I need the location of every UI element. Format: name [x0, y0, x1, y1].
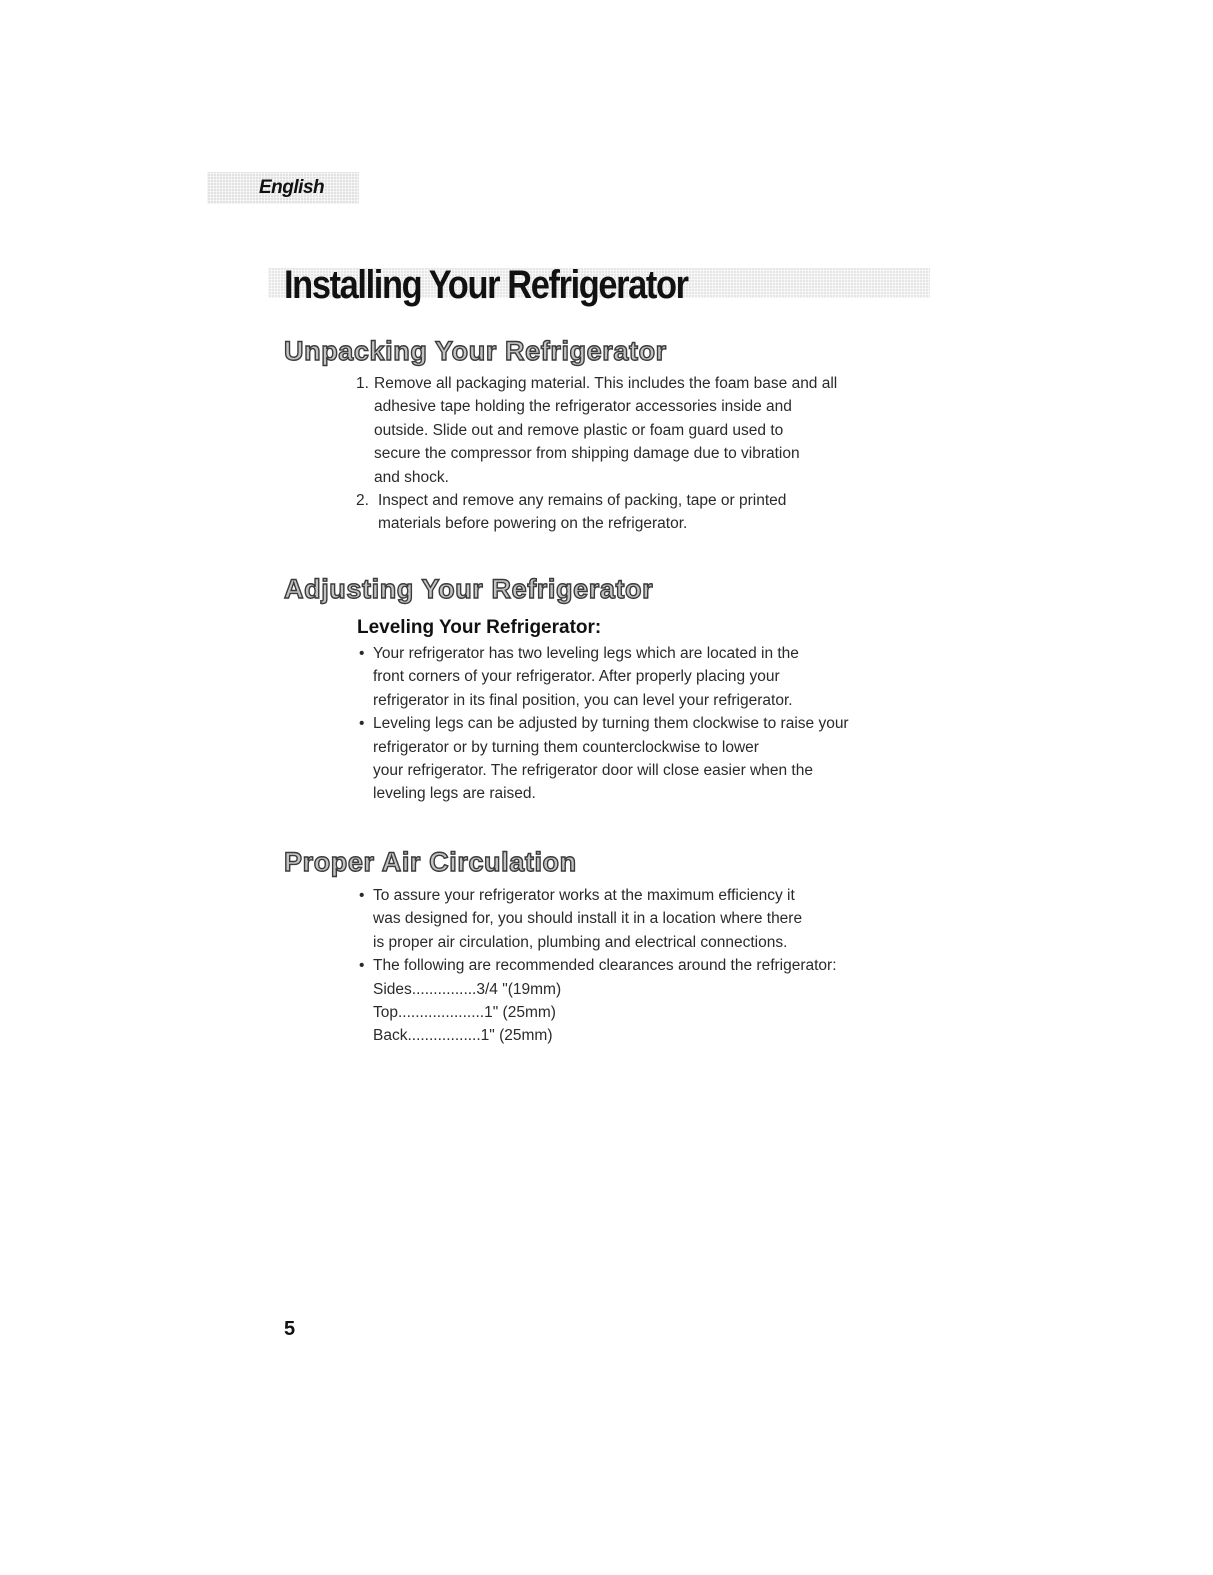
list-item — [359, 642, 849, 712]
list-marker: 1. — [356, 375, 369, 392]
text-line: is proper air circulation, plumbing and electrical connections. — [373, 933, 788, 951]
text-line: adhesive tape holding the refrigerator accessories inside and — [374, 398, 792, 416]
text-line: secure the compressor from shipping damage due to vibration — [374, 445, 800, 463]
text-line: and shock. — [374, 468, 449, 486]
clearance-top: Top....................1" (25mm) — [373, 1004, 556, 1022]
list-item — [359, 884, 837, 954]
section-heading-unpacking: Unpacking Your Refrigerator — [284, 336, 667, 366]
page-title: Installing Your Refrigerator — [284, 263, 688, 307]
list-item — [356, 489, 837, 536]
text-line: leveling legs are raised. — [373, 785, 536, 803]
unpacking-steps — [356, 372, 837, 536]
bullet-marker: • — [359, 957, 365, 975]
bullet-marker: • — [359, 645, 365, 662]
text-line: The following are recommended clearances around the refrigerator: — [373, 957, 837, 975]
text-line: Inspect and remove any remains of packing, tape or printed — [378, 492, 787, 510]
text-line: your refrigerator. The refrigerator door will close easier when the — [373, 762, 813, 780]
section-heading-air-circulation: Proper Air Circulation — [284, 847, 577, 877]
clearance-sides: Sides...............3/4 "(19mm) — [373, 980, 562, 998]
leveling-bullets — [359, 642, 849, 806]
text-line: To assure your refrigerator works at the maximum efficiency it — [373, 887, 795, 904]
text-line: Your refrigerator has two leveling legs which are located in the — [373, 645, 799, 662]
sub-heading-leveling: Leveling Your Refrigerator: — [357, 617, 602, 638]
air-circulation-bullets — [359, 884, 837, 1048]
text-line: Leveling legs can be adjusted by turning them clockwise to raise your — [373, 715, 849, 733]
list-item — [356, 372, 837, 489]
text-line: materials before powering on the refrigerator. — [378, 515, 688, 533]
text-line: refrigerator or by turning them counterclockwise to lower — [373, 738, 759, 756]
clearance-back: Back.................1" (25mm) — [373, 1027, 553, 1045]
bullet-marker: • — [359, 715, 365, 733]
text-line: refrigerator in its final position, you can level your refrigerator. — [373, 691, 793, 709]
list-item — [359, 954, 837, 1048]
list-marker: 2. — [356, 492, 369, 510]
text-line: outside. Slide out and remove plastic or foam guard used to — [374, 421, 784, 439]
text-line: was designed for, you should install it in a location where there — [373, 910, 803, 928]
text-line: front corners of your refrigerator. After properly placing your — [373, 668, 780, 686]
text-line: Remove all packaging material. This includes the foam base and all — [374, 375, 838, 392]
page-number: 5 — [284, 1318, 296, 1340]
list-item — [359, 712, 849, 806]
language-tab-label: English — [259, 177, 325, 198]
bullet-marker: • — [359, 887, 365, 904]
section-heading-adjusting: Adjusting Your Refrigerator — [284, 574, 654, 604]
